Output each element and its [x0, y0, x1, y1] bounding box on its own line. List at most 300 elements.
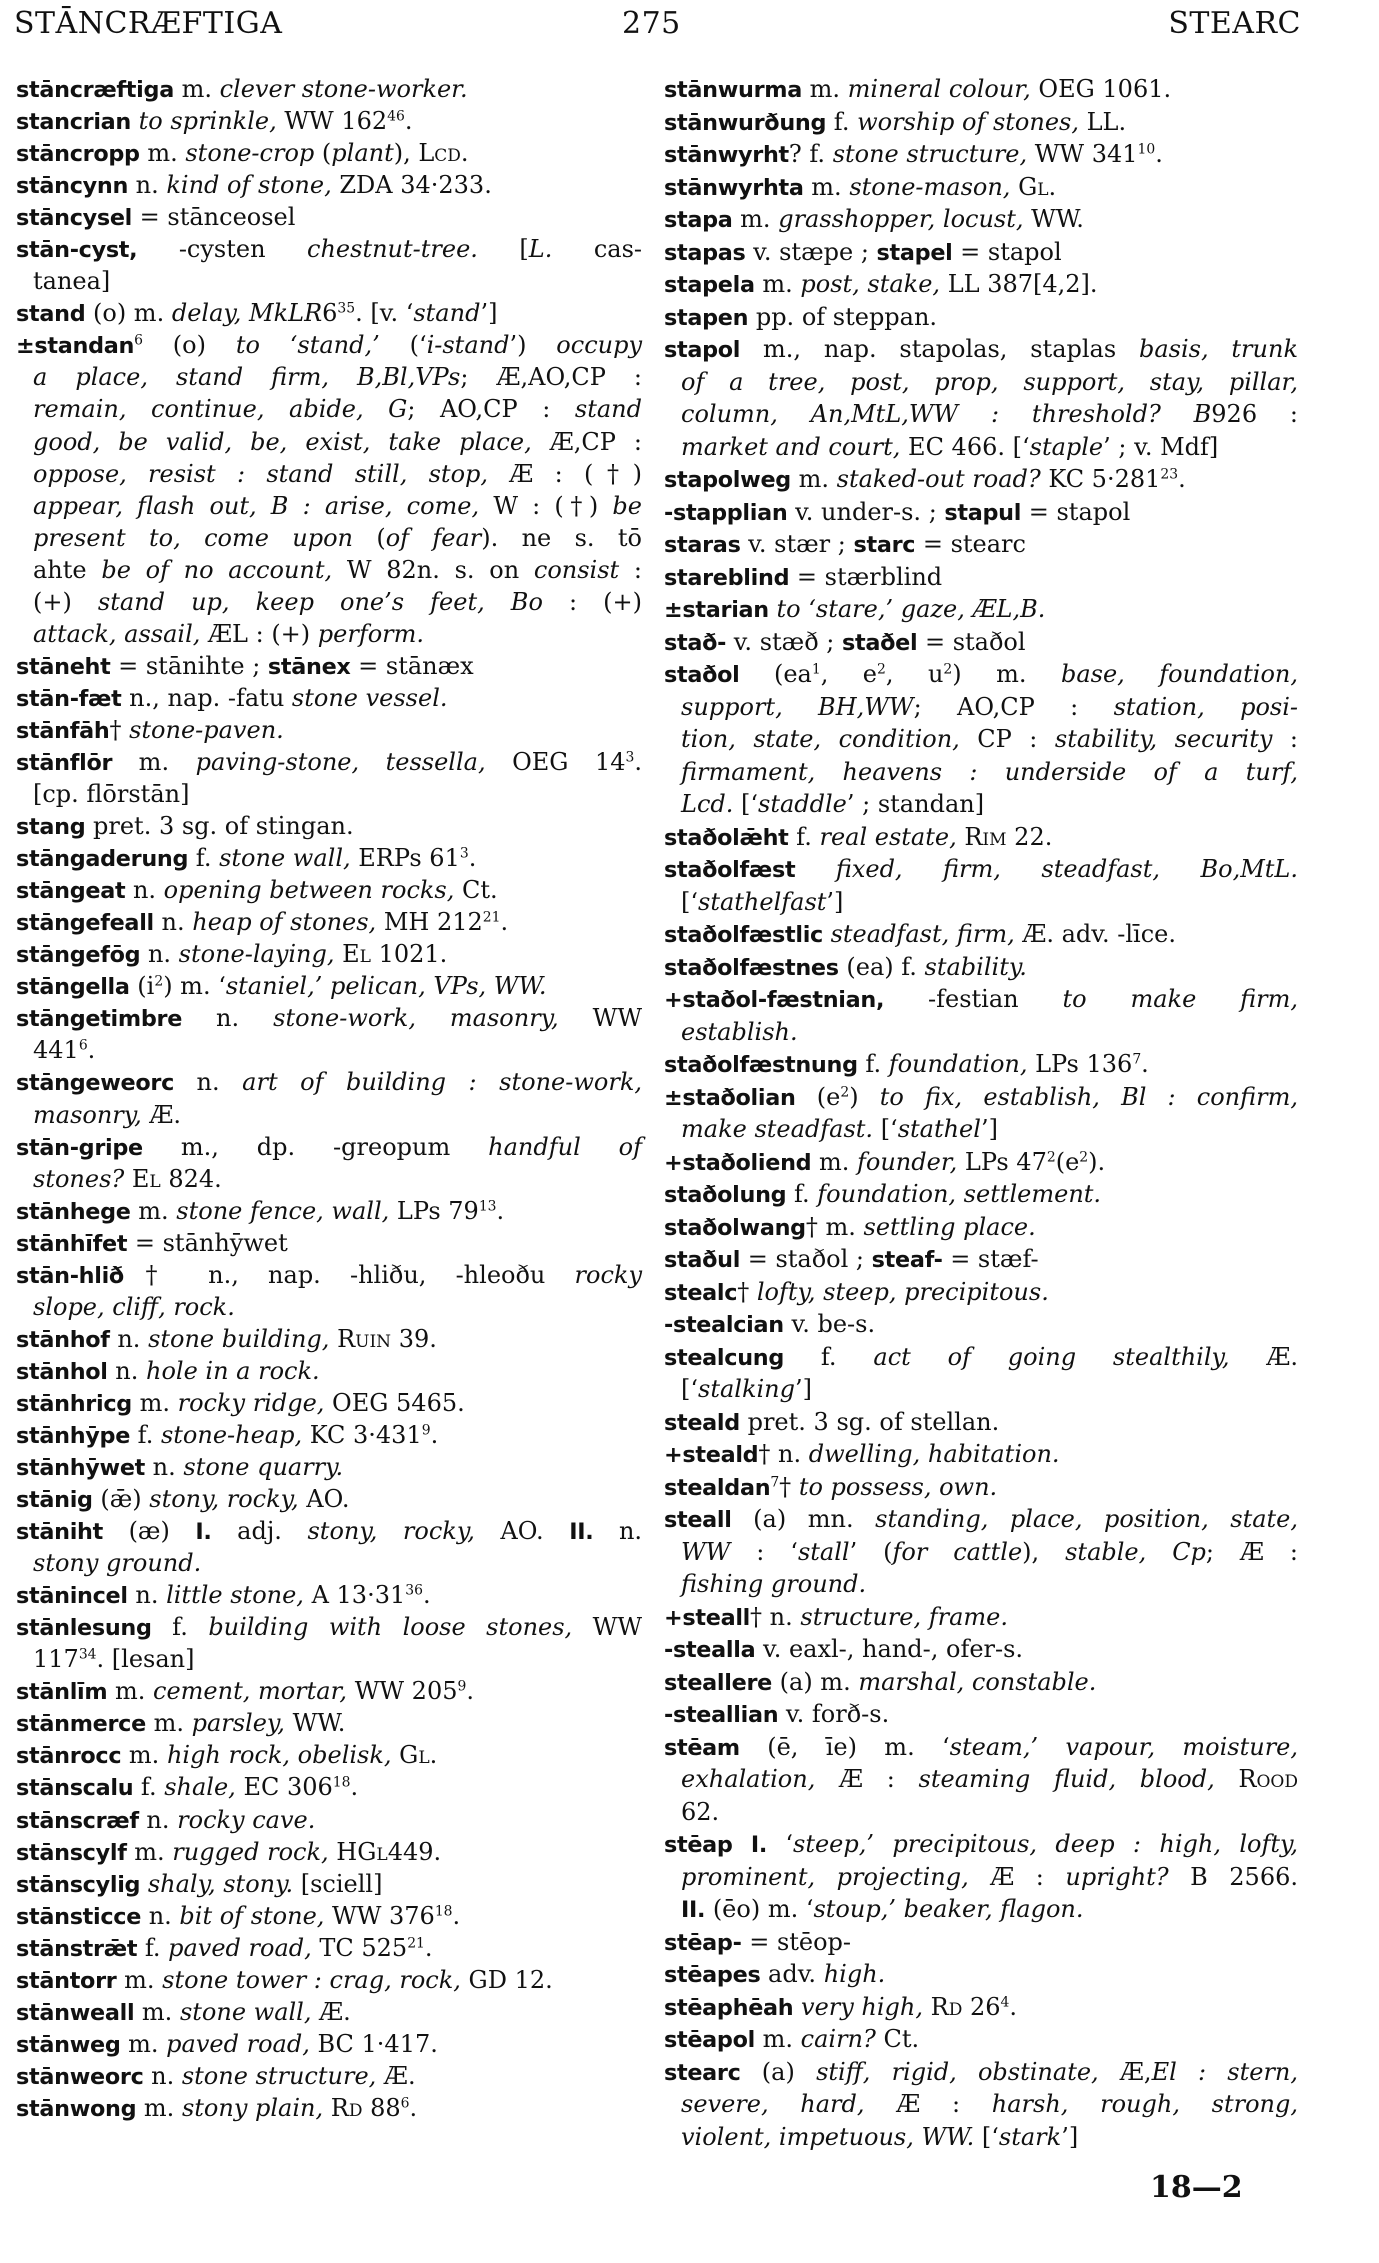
- dictionary-entry: [16, 329, 642, 649]
- entry-text: Rood: [1238, 1765, 1298, 1793]
- entry-text: .: [1178, 465, 1186, 493]
- definition-text: occupy: [556, 331, 643, 360]
- entry-headline: [16, 1900, 642, 1932]
- headword: stāngaderung: [16, 846, 189, 873]
- definition-text: stone-heap,: [160, 1420, 310, 1449]
- headword: stealcung: [664, 1344, 785, 1371]
- entry-continuation-line: [16, 778, 642, 810]
- dictionary-entry: [664, 1991, 1298, 2024]
- entry-headline: [16, 1804, 642, 1836]
- dictionary-entry: [664, 1341, 1298, 1406]
- definition-text: be of no account,: [101, 555, 347, 584]
- definition-text: rocky: [574, 1260, 642, 1289]
- definition-text: to ‘stand,’: [235, 331, 410, 360]
- entry-headline: [16, 169, 642, 201]
- dictionary-entry: [16, 1355, 642, 1387]
- entry-headline: [664, 593, 1298, 626]
- entry-headline: [16, 1227, 642, 1259]
- entry-text: .: [468, 844, 477, 873]
- entry-continuation-line: [664, 1536, 1298, 1569]
- entry-headline: [16, 1483, 642, 1515]
- headword: staðolǣht: [664, 824, 789, 851]
- dictionary-entry: [16, 1419, 642, 1451]
- entry-text: (i: [129, 972, 155, 1001]
- headword: stānwurðung: [664, 109, 827, 136]
- entry-headline: [664, 1926, 1298, 1959]
- superscript: 2: [154, 973, 164, 990]
- entry-text: OEG 14: [512, 747, 626, 776]
- dictionary-entry: [16, 1996, 642, 2028]
- dictionary-entry: [664, 2023, 1298, 2056]
- entry-text: = stæf-: [942, 1245, 1039, 1273]
- definition-text: hole in a rock.: [146, 1356, 320, 1385]
- entry-text: m.: [107, 1677, 153, 1706]
- entry-headline: [16, 2028, 642, 2060]
- entry-headline: [664, 1341, 1298, 1374]
- entry-text: , u: [885, 660, 944, 688]
- entry-text: (a): [740, 2057, 817, 2086]
- entry-text: = stānceosel: [132, 203, 296, 232]
- entry-continuation-line: [16, 458, 642, 490]
- superscript: 36: [405, 1582, 423, 1599]
- definition-text: heap of stones,: [192, 908, 384, 937]
- headword: stēaphēah: [664, 1994, 794, 2021]
- entry-text: ÆL : (+): [208, 619, 318, 648]
- dictionary-entry: [664, 73, 1298, 106]
- definition-text: violent, impetuous, WW.: [681, 2122, 975, 2151]
- definition-text: stability, security: [1054, 725, 1273, 753]
- definition-text: stability.: [924, 952, 1027, 981]
- entry-text: †: [109, 715, 130, 744]
- dictionary-entry: [664, 658, 1298, 821]
- entry-text: ; Æ,AO,CP :: [460, 363, 643, 392]
- entry-text: = stānæx: [350, 651, 474, 680]
- entry-text: 39.: [391, 1324, 437, 1353]
- entry-continuation-line: [664, 1861, 1298, 1894]
- entry-text: EC 306: [243, 1773, 333, 1802]
- definition-text: rugged rock,: [172, 1837, 337, 1866]
- headword: stānsticce: [16, 1903, 142, 1930]
- entry-text: Ct.: [462, 876, 498, 905]
- definition-text: stony ground.: [33, 1549, 202, 1578]
- definition-text: firmament, heavens : underside of a turf,: [681, 757, 1298, 786]
- entry-headline: [16, 1611, 642, 1643]
- headword: stānscylig: [16, 1871, 141, 1898]
- entry-continuation-line: [16, 1163, 642, 1195]
- entry-text: n.: [141, 1901, 180, 1930]
- definition-text: i-stand: [426, 331, 510, 360]
- entry-text: MH 212: [383, 908, 483, 937]
- definition-text: staddle: [758, 790, 847, 818]
- dictionary-entry: [664, 1958, 1298, 1991]
- headword: stānlesung: [16, 1615, 152, 1642]
- entry-text: m.: [732, 205, 779, 233]
- definition-text: founder,: [857, 1147, 965, 1176]
- entry-text: m., dp. -greopum: [142, 1132, 489, 1161]
- entry-text: Ct.: [883, 2025, 920, 2053]
- entry-headline: [664, 528, 1298, 561]
- superscript: 46: [387, 108, 405, 125]
- dictionary-entry: [664, 1438, 1298, 1471]
- dictionary-entry: [664, 951, 1298, 984]
- entry-text: 824.: [160, 1164, 222, 1193]
- entry-headline: [664, 1276, 1298, 1309]
- entry-text: ) m. ‘: [163, 972, 226, 1001]
- entry-text: n.: [127, 1581, 167, 1610]
- entry-text: .: [422, 1581, 431, 1610]
- running-head-left: STĀNCRÆFTIGA: [14, 6, 283, 41]
- entry-text: n.: [174, 1068, 243, 1097]
- entry-text: m.: [173, 75, 220, 103]
- entry-text: Gl: [357, 1837, 388, 1866]
- entry-headline: [664, 1048, 1298, 1081]
- headword: stāngefeall: [16, 910, 154, 937]
- entry-text: H: [336, 1837, 358, 1866]
- entry-headline: [16, 1675, 642, 1707]
- dictionary-entry: [664, 496, 1298, 529]
- dictionary-entry: [664, 1048, 1298, 1081]
- entry-text: Rd: [930, 1992, 963, 2021]
- entry-continuation-line: [664, 691, 1298, 724]
- entry-headline: [16, 1836, 642, 1868]
- entry-text: ’): [509, 331, 557, 360]
- superscript: 9: [457, 1679, 467, 1695]
- superscript: 3: [459, 845, 469, 862]
- definition-text: clever stone-worker.: [219, 75, 468, 103]
- definition-text: very high,: [793, 1992, 931, 2021]
- entry-text: .: [634, 747, 642, 776]
- definition-text: to possess, own.: [798, 1472, 998, 1501]
- entry-continuation-line: [16, 1547, 642, 1579]
- definition-text: chestnut-tree.: [307, 235, 520, 264]
- entry-text: m.: [112, 747, 196, 776]
- headword: stēap I.: [664, 1832, 767, 1858]
- headword: stāncynn: [16, 173, 129, 200]
- entry-headline: [664, 658, 1298, 691]
- entry-text: 22.: [1006, 822, 1053, 851]
- headword: -stapplian: [664, 499, 788, 526]
- headword: stānig: [16, 1487, 93, 1514]
- dictionary-entry: [664, 463, 1298, 496]
- entry-text: m.: [130, 1196, 177, 1225]
- signature-mark: 18—2: [1150, 2170, 1243, 2205]
- entry-text: TC 525: [319, 1933, 408, 1962]
- dictionary-entry: [664, 1308, 1298, 1341]
- entry-text: † n., nap. -hliðu, -hleoðu: [123, 1260, 575, 1289]
- definition-text: stable, Cp: [1065, 1537, 1206, 1566]
- entry-text: LL 387[4,2].: [947, 270, 1098, 298]
- entry-continuation-line: [16, 426, 642, 458]
- dictionary-entry: [16, 1227, 642, 1259]
- definition-text: L.: [528, 235, 553, 264]
- dictionary-entry: [16, 233, 642, 297]
- entry-text: n.: [125, 876, 164, 905]
- entry-text: :: [619, 555, 643, 584]
- entry-headline: [664, 1081, 1298, 1114]
- entry-text: v. be-s.: [783, 1310, 876, 1338]
- entry-text: .: [452, 1901, 461, 1930]
- headword: stānscræf: [16, 1807, 139, 1834]
- entry-text: .: [424, 1933, 433, 1962]
- headword: +staðol-fæstnian,: [664, 987, 885, 1013]
- definition-text: grasshopper, locust,: [778, 205, 1032, 233]
- definition-text: harsh, rough, strong,: [991, 2090, 1299, 2118]
- definition-text: establish.: [681, 1017, 798, 1046]
- definition-text: exhalation,: [681, 1765, 840, 1793]
- headword: staðol: [664, 662, 740, 688]
- definition-text: staked-out road?: [836, 465, 1049, 493]
- entry-headline: [16, 1996, 642, 2028]
- entry-text: ’ (: [849, 1537, 893, 1566]
- dictionary-entry: [16, 1675, 642, 1707]
- definition-text: stand up, keep one’s feet, Bo: [97, 587, 543, 616]
- entry-continuation-line: [16, 554, 642, 586]
- entry-text: ; AO,CP :: [407, 395, 575, 424]
- entry-headline: [664, 626, 1298, 659]
- superscript: 35: [337, 300, 356, 317]
- entry-text: ’ ; v. Mdf]: [1103, 432, 1219, 461]
- dictionary-entry: [16, 1900, 642, 1932]
- dictionary-entry: [16, 1932, 642, 1964]
- entry-text: Gl.: [1018, 172, 1057, 201]
- entry-headline: [664, 73, 1298, 106]
- headword: stānflōr: [16, 749, 113, 776]
- dictionary-entry: [16, 1131, 642, 1195]
- headword: -stealcian: [664, 1312, 784, 1338]
- entry-text: (‘: [409, 331, 427, 360]
- entry-text: W 82n. s. on: [346, 555, 534, 584]
- entry-text: II.: [681, 1897, 706, 1923]
- definition-text: good, be valid, be, exist, take place,: [33, 427, 550, 456]
- entry-continuation-line: [16, 1291, 642, 1323]
- entry-text: GD 12.: [468, 1965, 553, 1994]
- entry-text: †: [737, 1277, 757, 1306]
- entry-headline: [16, 1195, 642, 1227]
- entry-text: [‘: [974, 2122, 999, 2151]
- dictionary-entry: [664, 1926, 1298, 1959]
- entry-text: (e: [1055, 1147, 1080, 1176]
- entry-text: (ē, īe) m. ‘: [739, 1732, 950, 1761]
- headword: stāngeat: [16, 878, 126, 905]
- definition-text: stony, rocky,: [307, 1517, 501, 1546]
- superscript: 1: [811, 661, 821, 678]
- entry-text: [: [519, 235, 529, 264]
- dictionary-entry: [16, 1771, 642, 1803]
- superscript: 3: [625, 749, 635, 766]
- definition-text: stiff, rigid, obstinate,: [816, 2057, 1120, 2086]
- definition-text: stone building,: [148, 1324, 338, 1353]
- dictionary-entry: [664, 853, 1298, 918]
- entry-text: -cysten: [137, 235, 308, 264]
- dictionary-entry: [16, 682, 642, 714]
- entry-text: 88: [362, 2093, 401, 2122]
- definition-text: perform.: [317, 619, 425, 648]
- entry-continuation-line: [664, 723, 1298, 756]
- entry-text: ’ ; standan]: [846, 790, 985, 818]
- entry-headline: [664, 1666, 1298, 1699]
- right-column: [664, 73, 1298, 2153]
- entry-text: n.: [128, 171, 167, 200]
- entry-headline: [16, 329, 642, 361]
- headword: stapol: [664, 337, 741, 363]
- headword: steald: [664, 1409, 740, 1436]
- definition-text: oppose, resist : stand still, stop,: [33, 459, 510, 488]
- entry-text: 449.: [387, 1837, 442, 1866]
- definition-text: steep,’ precipitous, deep : high, lofty,: [793, 1830, 1298, 1858]
- dictionary-entry: [664, 1731, 1298, 1829]
- dictionary-entry: [664, 106, 1298, 139]
- headword: stān-hlið: [16, 1262, 124, 1289]
- entry-text: n.: [153, 908, 193, 937]
- dictionary-entry: [664, 1666, 1298, 1699]
- headword: staðolwang: [664, 1214, 806, 1241]
- entry-headline: [16, 1932, 642, 1964]
- entry-text: .: [404, 107, 413, 136]
- entry-headline: [664, 821, 1298, 854]
- definition-text: steaming fluid, blood,: [918, 1765, 1239, 1793]
- entry-text: .: [496, 1196, 505, 1225]
- definition-text: paved road,: [166, 2029, 318, 2058]
- entry-text: ERPs 61: [358, 844, 460, 873]
- definition-text: stark: [998, 2122, 1062, 2151]
- entry-headline: [16, 874, 642, 906]
- headword: stānlīm: [16, 1679, 108, 1706]
- entry-text: OEG 5465.: [332, 1388, 465, 1417]
- entry-headline: [664, 1991, 1298, 2024]
- headword: stapa: [664, 207, 733, 233]
- definition-text: consist: [533, 555, 620, 584]
- entry-headline: [16, 201, 642, 233]
- dictionary-entry: [16, 1323, 642, 1355]
- entry-text: Æ :: [839, 1765, 919, 1793]
- headword: stānweg: [16, 2031, 121, 2058]
- entry-text: [‘: [873, 1115, 898, 1143]
- entry-text: I.: [195, 1519, 212, 1546]
- superscript: 6: [134, 333, 143, 350]
- entry-continuation-line: [664, 2121, 1298, 2154]
- dictionary-entry: [664, 918, 1298, 951]
- dictionary-entry: [664, 171, 1298, 204]
- entry-text: 62.: [681, 1797, 720, 1826]
- superscript: 10: [1137, 141, 1156, 158]
- entry-headline: [664, 496, 1298, 529]
- entry-text: Rim: [964, 822, 1007, 851]
- entry-text: adv.: [760, 1960, 824, 1988]
- entry-text: Æ,CP :: [549, 427, 642, 456]
- dictionary-entry: [664, 593, 1298, 626]
- headword: stāngefōg: [16, 942, 141, 969]
- dictionary-entry: [664, 1146, 1298, 1179]
- entry-text: v. under-s. ;: [787, 497, 945, 526]
- entry-text: ).: [1088, 1147, 1106, 1176]
- entry-text: f.: [133, 1773, 165, 1802]
- definition-text: art of building : stone-work,: [242, 1068, 642, 1097]
- entry-text: -festian: [884, 985, 1063, 1013]
- entry-headline: [16, 1131, 642, 1163]
- entry-text: v. stær ;: [740, 530, 854, 558]
- entry-text: WW 162: [284, 107, 388, 136]
- entry-text: f.: [826, 107, 858, 136]
- entry-text: WW 341: [1034, 140, 1138, 168]
- entry-text: f.: [784, 1342, 874, 1371]
- entry-text: = stearc: [915, 530, 1026, 558]
- entry-headline: [16, 650, 642, 682]
- headword: stānincel: [16, 1583, 128, 1610]
- entry-text: 441: [33, 1036, 79, 1065]
- entry-headline: [664, 203, 1298, 236]
- dictionary-entry: [664, 983, 1298, 1048]
- entry-headline: [664, 1731, 1298, 1764]
- entry-continuation-line: [664, 1373, 1298, 1406]
- headword: stānhege: [16, 1198, 131, 1225]
- entry-headline: [16, 1002, 642, 1034]
- entry-text: ; Æ :: [1205, 1537, 1298, 1566]
- entry-text: 6: [322, 299, 338, 328]
- running-head-right: STEARC: [1168, 6, 1301, 41]
- dictionary-entry: [16, 1066, 642, 1130]
- definition-text: rocky ridge,: [177, 1388, 333, 1417]
- entry-text: n.: [593, 1517, 643, 1546]
- headword: stānwurma: [664, 77, 802, 103]
- entry-headline: [664, 1211, 1298, 1244]
- entry-text: † n.: [750, 1602, 801, 1631]
- definition-text: stony, rocky,: [149, 1485, 307, 1514]
- headword: stang: [16, 814, 86, 841]
- definition-text: mineral colour,: [847, 75, 1039, 103]
- definition-text: standing, place, position, state,: [875, 1505, 1298, 1533]
- entry-headline: [664, 951, 1298, 984]
- headword: stānfāh: [16, 717, 110, 744]
- entry-text: .: [1141, 1050, 1149, 1078]
- entry-text: staðel: [842, 629, 918, 656]
- entry-text: v. forð-s.: [778, 1700, 890, 1728]
- definition-text: market and court,: [681, 432, 909, 461]
- superscript: 18: [434, 1903, 453, 1920]
- entry-text: stapel: [876, 239, 953, 266]
- entry-continuation-line: [664, 1016, 1298, 1049]
- entry-text: v. stæpe ;: [745, 237, 877, 266]
- dictionary-entry: [16, 2060, 642, 2092]
- entry-text: stānex: [267, 653, 351, 680]
- definition-text: stall: [797, 1537, 850, 1566]
- dictionary-entry: [16, 1483, 642, 1515]
- entry-text: , e: [820, 660, 878, 688]
- headword: stāncropp: [16, 141, 140, 168]
- headword: staðolfæst: [664, 857, 796, 883]
- definition-text: stone-laying,: [178, 940, 343, 969]
- entry-continuation-line: [16, 1643, 642, 1675]
- dictionary-entry: [664, 528, 1298, 561]
- entry-headline: [664, 1633, 1298, 1666]
- definition-text: dwelling, habitation.: [808, 1440, 1060, 1468]
- headword: stareblind: [664, 564, 790, 591]
- entry-headline: [16, 1355, 642, 1387]
- definition-text: stand: [574, 395, 642, 424]
- dictionary-entry: [664, 1178, 1298, 1211]
- headword: ±standan: [16, 333, 135, 360]
- headword: staðul: [664, 1247, 741, 1273]
- entry-text: 926 :: [1211, 400, 1298, 428]
- entry-text: 117: [33, 1645, 79, 1674]
- dictionary-entry: [664, 1211, 1298, 1244]
- definition-text: plant: [331, 139, 394, 168]
- dictionary-entry: [16, 1964, 642, 1996]
- entry-text: (ea) f.: [838, 952, 925, 981]
- definition-text: stone quarry.: [183, 1453, 344, 1482]
- definition-text: masonry,: [33, 1100, 150, 1129]
- entry-text: [‘: [733, 790, 758, 818]
- entry-text: = stapol: [1021, 497, 1131, 526]
